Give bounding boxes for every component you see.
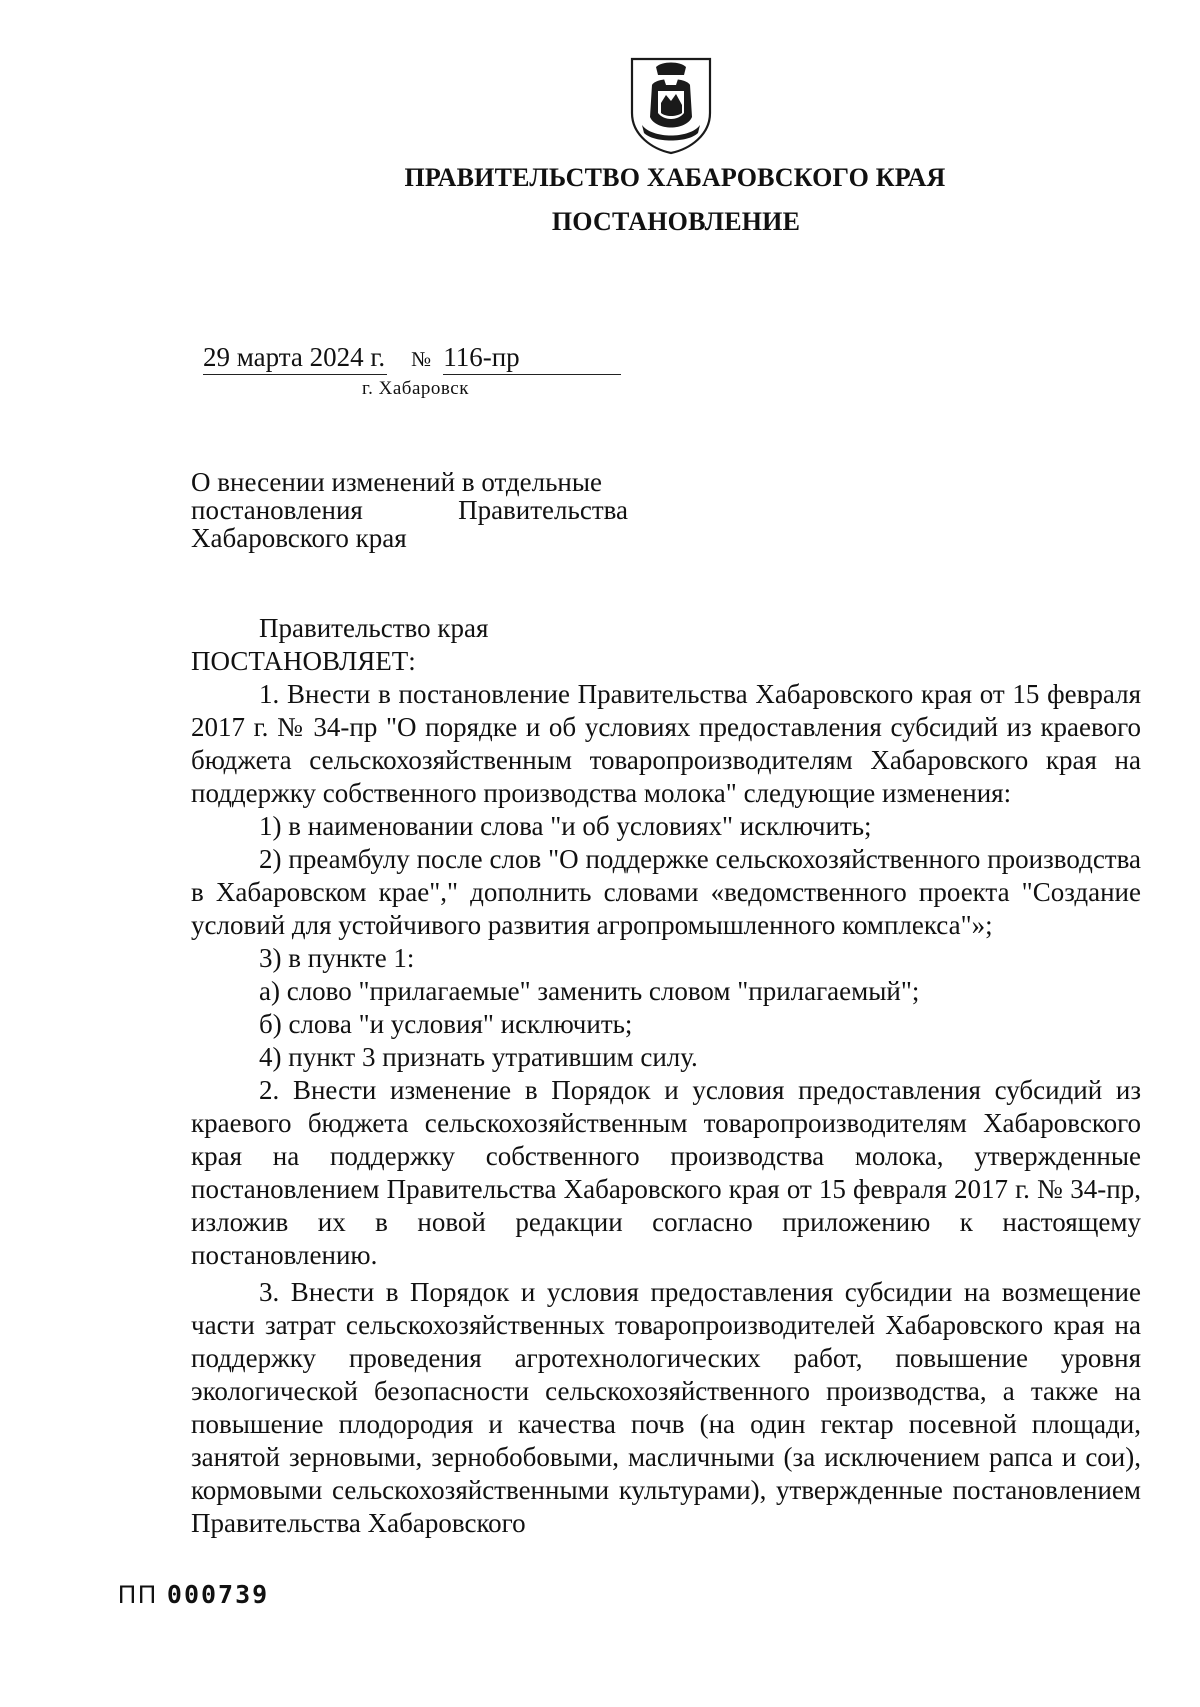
subject-line-2-b: Правительства xyxy=(458,495,628,525)
form-serial-number xyxy=(118,1580,269,1610)
paragraph-1-item-3b: б) слова "и условия" исключить; xyxy=(259,1009,633,1039)
paragraph-1: 1. Внести в постановление Правительства Хабаровского края от 15 февраля 2017 г. № 34-пр "О порядке и об условиях предоставления субсидий из краевого бюджета сельскохозяйственным товаропроизводителям Хабаровского края на поддержку собственного производства молока" следующие изменения: xyxy=(191,679,1141,808)
subject-line-2-a: постановления xyxy=(191,495,363,525)
form-code: 000739 xyxy=(166,1580,270,1609)
decree-word: ПОСТАНОВЛЯЕТ: xyxy=(191,646,416,676)
paragraph-1-item-3a: а) слово "прилагаемые" заменить словом "прилагаемый"; xyxy=(259,976,920,1006)
paragraph-1-item-4: 4) пункт 3 признать утратившим силу. xyxy=(259,1042,698,1072)
document-date: 29 марта 2024 г. xyxy=(203,342,387,375)
date-number-line xyxy=(203,342,621,375)
paragraph-1-item-2: 2) преамбулу после слов "О поддержке сельскохозяйственного производства в Хабаровском крае"," дополнить словами «ведомственного проекта "Создание условий для устойчивого развития агропромышленного комплекса"»; xyxy=(191,844,1141,940)
organization-title: ПРАВИТЕЛЬСТВО ХАБАРОВСКОГО КРАЯ xyxy=(404,163,946,192)
paragraph-1-item-1: 1) в наименовании слова "и об условиях" исключить; xyxy=(259,811,872,841)
subject-line-1: О внесении изменений в отдельные xyxy=(191,467,602,497)
document-city: г. Хабаровск xyxy=(362,378,469,399)
paragraph-1-item-3: 3) в пункте 1: xyxy=(259,943,415,973)
paragraph-3: 3. Внести в Порядок и условия предоставления субсидии на возмещение части затрат сельскохозяйственных товаропроизводителей Хабаровского края на поддержку проведения агротехнологических работ, повышение уровня экологической безопасности сельскохозяйственного производства, а также на повышение плодородия и качества почв (на один гектар посевной площади, занятой зерновыми, зернобобовыми, масличными (за исключением рапса и сои), кормовыми сельскохозяйственными культурами), утвержденные постановлением Правительства Хабаровского xyxy=(191,1277,1141,1538)
subject-line-2 xyxy=(191,496,628,524)
document-subject xyxy=(191,468,628,552)
coat-of-arms-icon xyxy=(628,55,714,155)
preamble: Правительство края xyxy=(259,613,489,643)
document-body xyxy=(191,612,1141,1540)
number-sign: № xyxy=(411,347,432,371)
form-series: ПП xyxy=(118,1581,158,1609)
subject-line-3: Хабаровского края xyxy=(191,523,407,553)
document-type: ПОСТАНОВЛЕНИЕ xyxy=(551,207,801,236)
paragraph-2: 2. Внести изменение в Порядок и условия предоставления субсидий из краевого бюджета сельскохозяйственным товаропроизводителям Хабаровского края на поддержку собственного производства молока, утвержденные постановлением Правительства Хабаровского края от 15 февраля 2017 г. № 34-пр, изложив их в новой редакции согласно приложению к настоящему постановлению. xyxy=(191,1075,1141,1270)
document-number: 116-пр xyxy=(443,342,621,375)
